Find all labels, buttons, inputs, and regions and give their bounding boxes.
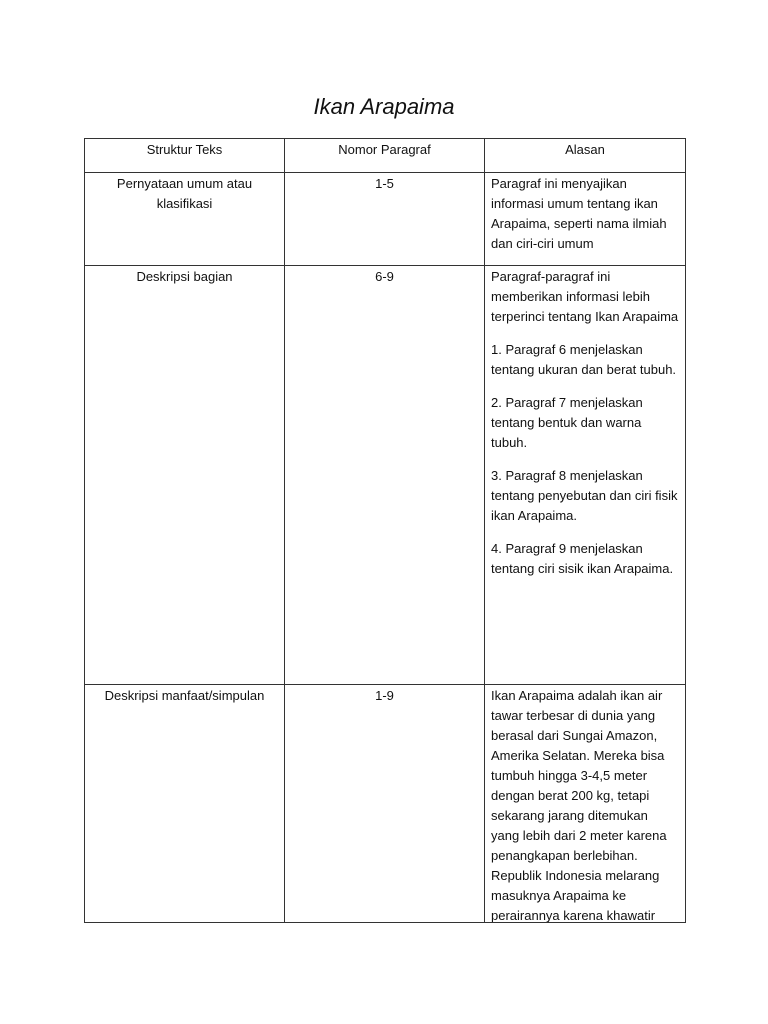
structure-cell: Deskripsi bagian — [85, 266, 285, 685]
reason-cell — [485, 266, 686, 685]
table-row — [85, 685, 686, 923]
reason-cell — [485, 173, 686, 266]
reason-paragraph: Paragraf-paragraf ini memberikan informasi lebih terperinci tentang Ikan Arapaima — [491, 269, 679, 324]
table-header-row — [85, 139, 686, 173]
paragraph-number-cell: 1-5 — [285, 173, 485, 266]
header-nomor-paragraf: Nomor Paragraf — [285, 139, 485, 173]
paragraph-number-cell: 6-9 — [285, 266, 485, 685]
text-structure-table — [84, 138, 686, 923]
reason-paragraph: 2. Paragraf 7 menjelaskan tentang bentuk dan warna tubuh. — [491, 395, 643, 450]
reason-paragraph: 1. Paragraf 6 menjelaskan tentang ukuran dan berat tubuh. — [491, 342, 677, 377]
table-row — [85, 173, 686, 266]
header-alasan: Alasan — [485, 139, 686, 173]
table-row — [85, 266, 686, 685]
structure-cell: Deskripsi manfaat/simpulan — [85, 685, 285, 923]
structure-cell: Pernyataan umum atau klasifikasi — [85, 173, 285, 266]
paragraph-number-cell: 1-9 — [285, 685, 485, 923]
header-struktur-teks: Struktur Teks — [85, 139, 285, 173]
reason-paragraph: Ikan Arapaima adalah ikan air tawar terbesar di dunia yang berasal dari Sungai Amazon, Amerika Selatan. Mereka bisa tumbuh hingga 3-4,5 meter dengan berat 200 kg, tetapi sekarang jarang ditemukan yang lebih dari 2 meter karena penangkapan berlebihan. Republik Indonesia melarang masuknya Arapaima ke perairannya karena khawatir — [491, 688, 667, 922]
reason-paragraph: Paragraf ini menyajikan informasi umum tentang ikan Arapaima, seperti nama ilmiah dan ciri-ciri umum — [491, 176, 667, 251]
reason-paragraph: 4. Paragraf 9 menjelaskan tentang ciri sisik ikan Arapaima. — [491, 541, 674, 576]
reason-paragraph: 3. Paragraf 8 menjelaskan tentang penyebutan dan ciri fisik ikan Arapaima. — [491, 468, 678, 523]
page-title: Ikan Arapaima — [313, 94, 455, 119]
reason-cell — [485, 685, 686, 923]
